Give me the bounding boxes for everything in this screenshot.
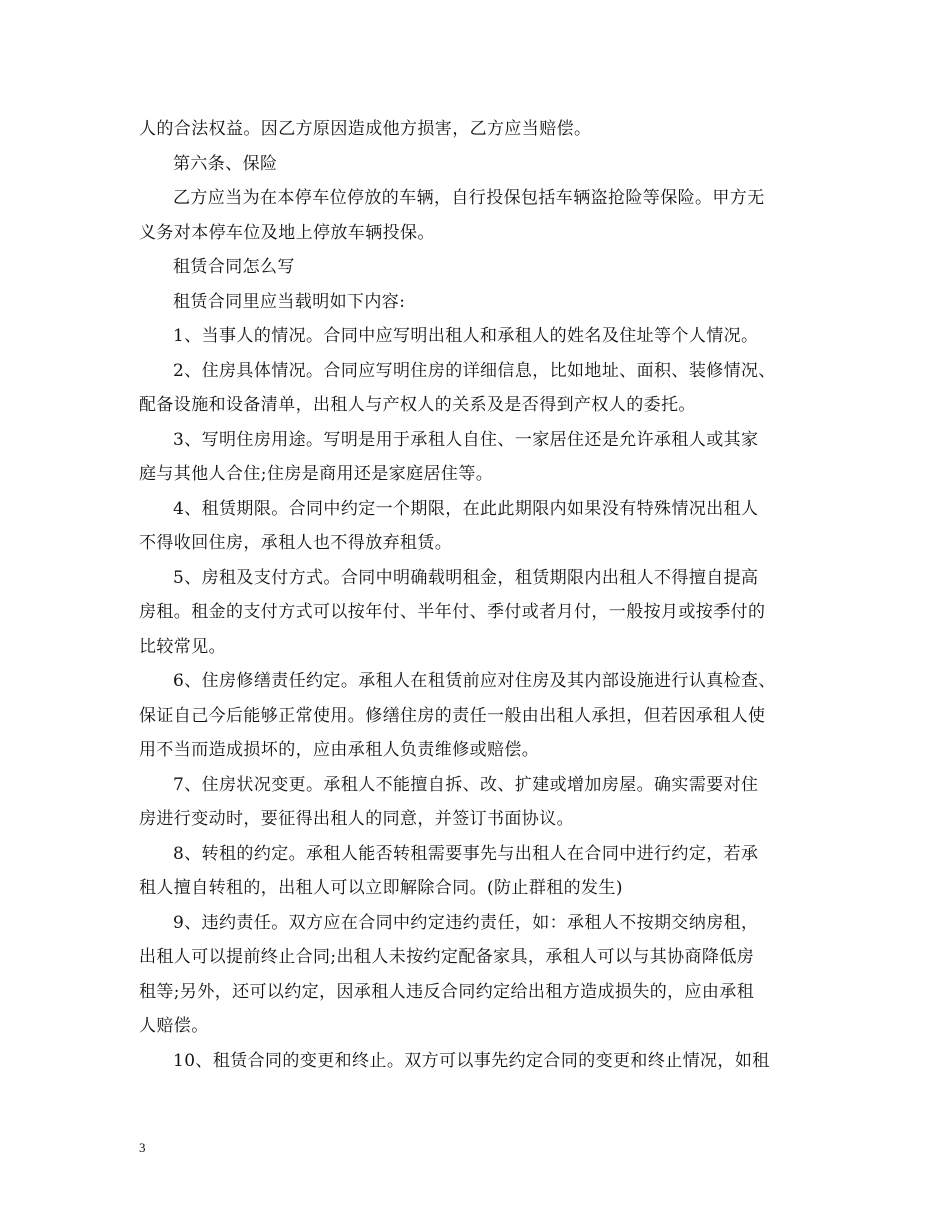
text-line: 配备设施和设备清单，出租人与产权人的关系及是否得到产权人的委托。 [139,395,696,415]
text-line: 8、转租的约定。承租人能否转租需要事先与出租人在合同中进行约定，若承 [173,843,759,864]
text-line: 比较常见。 [139,636,226,657]
document-body [139,112,811,1078]
text-line: 租赁合同怎么写 [173,257,295,277]
text-line: 庭与其他人合住;住房是商用还是家庭居住等。 [139,464,494,484]
text-line: 租人擅自转租的，出租人可以立即解除合同。(防止群租的发生) [139,878,623,898]
page-number: 3 [139,1140,146,1155]
text-line: 不得收回住房，承租人也不得放弃租赁。 [139,533,453,553]
text-line: 6、住房修缮责任约定。承租人在租赁前应对住房及其内部设施进行认真检查、 [173,671,776,691]
text-line: 用不当而造成损坏的，应由承租人负责维修或赔偿。 [139,740,540,760]
text-line: 人赔偿。 [139,1016,209,1036]
text-line: 9、违约责任。双方应在合同中约定违约责任，如：承租人不按期交纳房租， [173,912,759,933]
text-line: 4、租赁期限。合同中约定一个期限，在此此期限内如果没有特殊情况出租人 [173,498,759,519]
text-line: 人的合法权益。因乙方原因造成他方损害，乙方应当赔偿。 [139,119,592,139]
text-line: 房进行变动时，要征得出租人的同意，并签订书面协议。 [139,809,574,829]
text-line: 2、住房具体情况。合同应写明住房的详细信息，比如地址、面积、装修情况、 [173,360,776,381]
text-line: 乙方应当为在本停车位停放的车辆，自行投保包括车辆盗抢险等保险。甲方无 [173,188,765,208]
text-line: 房租。租金的支付方式可以按年付、半年付、季付或者月付，一般按月或按季付的 [139,602,766,622]
text-line: 出租人可以提前终止合同;出租人未按约定配备家具，承租人可以与其协商降低房 [139,947,755,967]
text-line: 保证自己今后能够正常使用。修缮住房的责任一般由出租人承担，但若因承租人使 [139,705,766,726]
text-line: 10、租赁合同的变更和终止。双方可以事先约定合同的变更和终止情况，如租 [173,1050,770,1071]
text-line: 第六条、保险 [173,153,278,174]
text-line: 义务对本停车位及地上停放车辆投保。 [139,222,435,243]
text-line: 租赁合同里应当载明如下内容: [173,291,406,312]
text-line: 7、住房状况变更。承租人不能擅自拆、改、扩建或增加房屋。确实需要对住 [173,774,759,795]
text-line: 5、房租及支付方式。合同中明确载明租金，租赁期限内出租人不得擅自提高 [173,567,759,588]
text-line: 租等;另外，还可以约定，因承租人违反合同约定给出租方造成损失的，应由承租 [139,981,755,1002]
text-line: 3、写明住房用途。写明是用于承租人自住、一家居住还是允许承租人或其家 [173,429,759,450]
text-line: 1、当事人的情况。合同中应写明出租人和承租人的姓名及住址等个人情况。 [173,326,759,346]
